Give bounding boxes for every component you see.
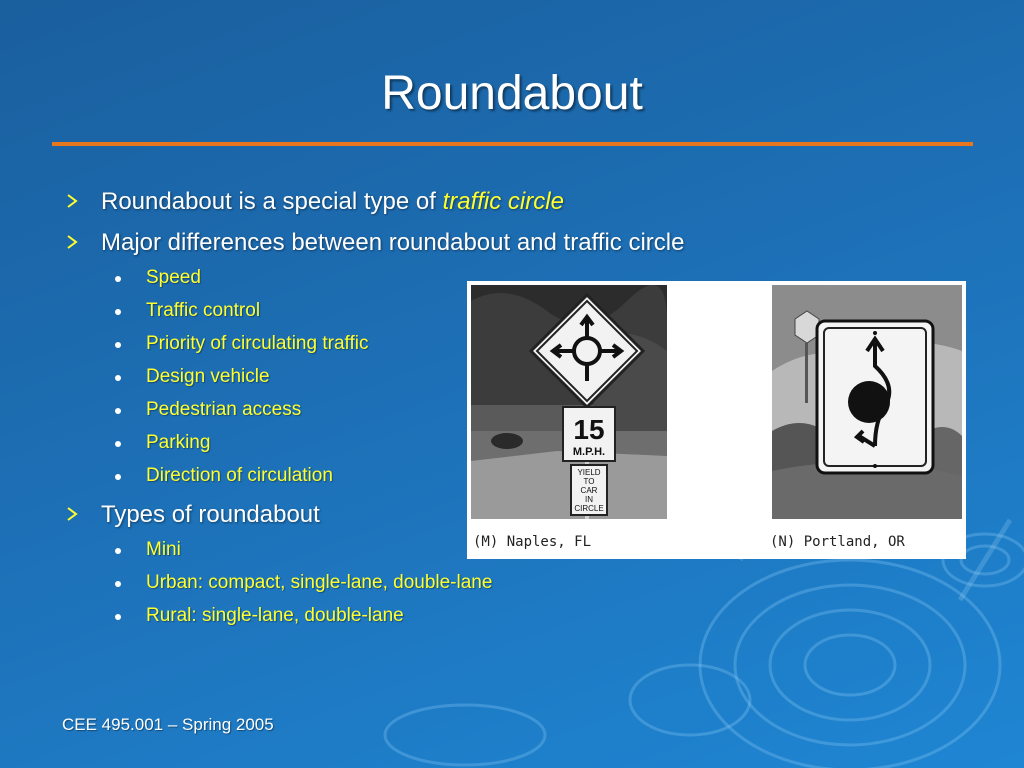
type-item: [146, 539, 181, 561]
dot-bullet-icon: [115, 342, 121, 348]
naples-photo: [471, 285, 667, 519]
bullet-major-differences: [101, 229, 684, 257]
yield-sign-line: CIRCLE: [574, 504, 604, 513]
bullet-text: Roundabout is a special type of: [101, 188, 443, 215]
dot-bullet-icon: [115, 548, 121, 554]
difference-item: [146, 432, 210, 454]
dot-bullet-icon: [115, 276, 121, 282]
dot-bullet-icon: [115, 309, 121, 315]
difference-item: [146, 465, 333, 487]
dot-bullet-icon: [115, 375, 121, 381]
difference-item: [146, 267, 201, 289]
type-label: Urban: compact, single-lane, double-lane: [146, 572, 493, 593]
difference-label: Pedestrian access: [146, 399, 302, 420]
difference-item: [146, 366, 270, 388]
difference-label: Priority of circulating traffic: [146, 333, 369, 354]
yield-sign-line: IN: [585, 495, 593, 504]
slide-footer: CEE 495.001 – Spring 2005: [62, 715, 274, 734]
type-item: [146, 572, 492, 594]
speed-limit-number: 15: [573, 414, 605, 445]
difference-label: Parking: [146, 432, 211, 453]
portland-caption: (N) Portland, OR: [770, 534, 905, 550]
portland-photo: [772, 285, 962, 519]
dot-bullet-icon: [115, 441, 121, 447]
difference-item: [146, 399, 301, 421]
bullet-text: Types of roundabout: [101, 501, 320, 528]
difference-label: Direction of circulation: [146, 465, 333, 486]
title-underline: [52, 142, 973, 146]
dot-bullet-icon: [115, 408, 121, 414]
difference-item: [146, 333, 368, 355]
dot-bullet-icon: [115, 474, 121, 480]
bullet-types-of-roundabout: [101, 501, 320, 529]
bullet-roundabout-definition: [101, 188, 564, 216]
arrow-bullet-icon: [63, 192, 81, 210]
speed-limit-unit: M.P.H.: [572, 446, 606, 458]
traffic-circle-emphasis: traffic circle: [442, 188, 564, 215]
difference-label: Design vehicle: [146, 366, 270, 387]
yield-sign-line: YIELD: [577, 468, 601, 477]
type-label: Rural: single-lane, double-lane: [146, 605, 404, 626]
type-item: [146, 605, 404, 627]
difference-label: Speed: [146, 267, 201, 288]
naples-caption: (M) Naples, FL: [473, 534, 592, 550]
dot-bullet-icon: [115, 581, 121, 587]
type-label: Mini: [146, 539, 181, 560]
difference-label: Traffic control: [146, 300, 261, 321]
yield-sign-line: CAR: [580, 486, 598, 495]
dot-bullet-icon: [115, 614, 121, 620]
roundabout-sign-photos: [467, 281, 966, 559]
arrow-bullet-icon: [63, 505, 81, 523]
slide-title: Roundabout: [381, 67, 643, 120]
sign-photos-illustration: [467, 281, 966, 559]
bullet-text: Major differences between roundabout and traffic circle: [101, 229, 685, 256]
difference-item: [146, 300, 260, 322]
yield-sign-line: TO: [583, 477, 595, 486]
arrow-bullet-icon: [63, 233, 81, 251]
